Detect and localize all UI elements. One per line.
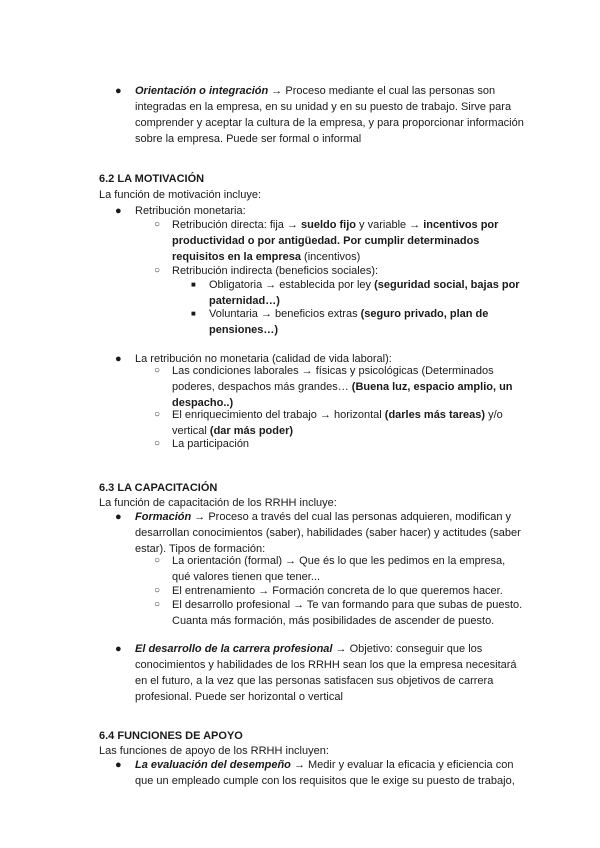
- bullet-icon: ○: [154, 555, 161, 566]
- list-item-orientacion-formal: [154, 553, 524, 585]
- bullet-icon: ○: [154, 219, 161, 230]
- bullet-icon: ○: [154, 409, 161, 420]
- term: El desarrollo de la carrera profesional: [135, 643, 333, 655]
- bullet-icon: ■: [191, 280, 196, 289]
- section-intro: Las funciones de apoyo de los RRHH incluyen:: [99, 745, 329, 757]
- list-item-obligatoria: [191, 277, 529, 309]
- bullet-icon: ○: [154, 265, 161, 276]
- section-intro: La función de motivación incluye:: [99, 189, 262, 201]
- bold-text: (Buena luz, espacio amplio, un despacho..): [172, 381, 513, 409]
- list-item-desarrollo-profesional: [154, 597, 524, 629]
- list-item-retribucion-directa: [154, 217, 524, 265]
- item-text: y/o vertical: [172, 409, 503, 437]
- bullet-icon: ○: [154, 599, 161, 610]
- list-item-enriquecimiento: [154, 407, 524, 439]
- bold-text: (seguridad social, bajas por paternidad…): [209, 279, 520, 307]
- list-item-voluntaria: [191, 306, 529, 338]
- bullet-icon: ●: [115, 353, 122, 365]
- bullet-icon: ○: [154, 438, 161, 449]
- bullet-icon: ●: [115, 643, 122, 655]
- item-text: El entrenamiento → Formación concreta de lo que queremos hacer.: [172, 585, 503, 597]
- item-text: Retribución directa: fija →: [172, 219, 301, 231]
- item-text: (incentivos): [301, 251, 361, 263]
- bold-text: (dar más poder): [209, 425, 294, 437]
- item-text: Retribución monetaria:: [135, 205, 246, 217]
- item-text: Retribución indirecta (beneficios sociales):: [172, 265, 379, 277]
- item-text: Obligatoria → establecida por ley: [209, 279, 375, 291]
- bold-text: (darles más tareas): [384, 409, 486, 421]
- item-text: El desarrollo profesional → Te van formando para que subas de puesto. Cuanta más formación, más posibilidades de ascender de puesto.: [172, 599, 523, 627]
- item-text: y variable →: [356, 219, 424, 231]
- list-item-evaluacion: [115, 757, 530, 789]
- bold-text: (seguro privado, plan de pensiones…): [209, 308, 489, 336]
- section-intro: La función de capacitación de los RRHH incluye:: [99, 497, 337, 509]
- definition: → Medir y evaluar la eficacia y eficiencia con que un empleado cumple con los requisitos que le exige su puesto de trabajo,: [135, 759, 515, 787]
- list-item-orientacion: [115, 83, 530, 147]
- list-item-condiciones: [154, 363, 524, 411]
- definition: → Proceso mediante el cual las personas son integradas en la empresa, en su unidad y en su puesto de trabajo. Sirve para comprender y aceptar la cultura de la empresa, y para proporcionar información sobre la empresa. Puede ser formal o informal: [135, 85, 524, 145]
- item-text: El enriquecimiento del trabajo → horizontal: [172, 409, 385, 421]
- item-text: La orientación (formal) → Que és lo que les pedimos en la empresa, qué valores tienen que tener...: [172, 555, 506, 583]
- list-item-participacion: [154, 436, 524, 452]
- bold-text: incentivos por productividad o por antigüedad. Por cumplir determinados requisitos en la empresa: [172, 219, 499, 263]
- item-text: Voluntaria → beneficios extras: [209, 308, 361, 320]
- term: Formación: [135, 511, 192, 523]
- bullet-icon: ●: [115, 511, 122, 523]
- bullet-icon: ●: [115, 85, 122, 97]
- list-item-formacion: [115, 509, 530, 557]
- bullet-icon: ■: [191, 309, 196, 318]
- bullet-icon: ○: [154, 365, 161, 376]
- bullet-icon: ●: [115, 205, 122, 217]
- bullet-icon: ●: [115, 759, 122, 771]
- section-heading-6-4: 6.4 FUNCIONES DE APOYO: [99, 730, 243, 742]
- definition: → Proceso a través del cual las personas adquieren, modifican y desarrollan conocimientos (saber), habilidades (saber hacer) y actitudes (saber estar). Tipos de formación:: [135, 511, 521, 555]
- section-heading-6-3: 6.3 LA CAPACITACIÓN: [99, 482, 218, 494]
- item-text: La retribución no monetaria (calidad de vida laboral):: [135, 353, 392, 365]
- item-text: La participación: [172, 438, 250, 450]
- item-text: Las condiciones laborales → físicas y psicológicas (Determinados poderes, despachos más grandes…: [172, 365, 494, 393]
- term: La evaluación del desempeño: [135, 759, 291, 771]
- bullet-icon: ○: [154, 585, 161, 596]
- section-heading-6-2: 6.2 LA MOTIVACIÓN: [99, 173, 205, 185]
- definition: → Objetivo: conseguir que los conocimientos y habilidades de los RRHH sean los que la empresa necesitará en el futuro, a la vez que las personas satisfacen sus objetivos de carrera profesional. Puede ser horizontal o vertical: [135, 643, 517, 703]
- term: Orientación o integración: [135, 85, 269, 97]
- bold-text: sueldo fijo: [301, 219, 356, 231]
- list-item-carrera: [115, 641, 530, 705]
